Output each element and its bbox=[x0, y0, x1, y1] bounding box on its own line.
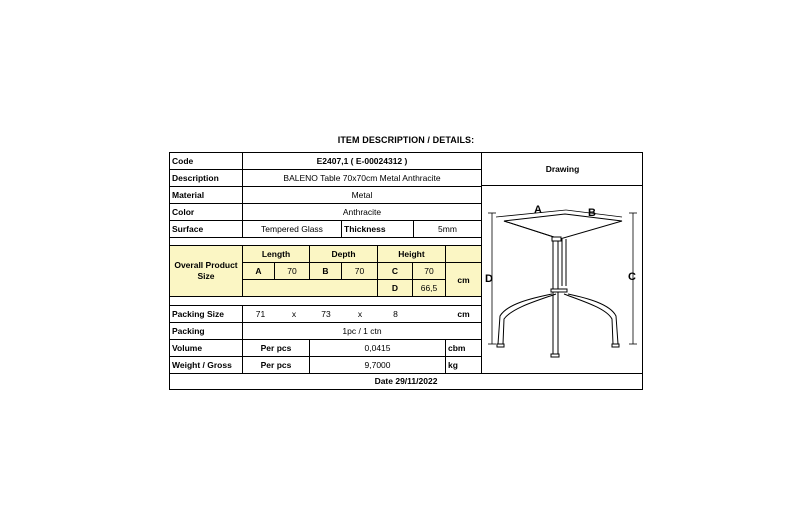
thickness-label: Thickness bbox=[342, 221, 414, 238]
document-title: ITEM DESCRIPTION / DETAILS: bbox=[337, 135, 475, 145]
drawing-label-b: B bbox=[588, 207, 596, 219]
spacer-row-2 bbox=[170, 297, 481, 306]
spec-sheet bbox=[169, 152, 643, 390]
dim-b-label: B bbox=[310, 263, 342, 280]
dim-b-value: 70 bbox=[342, 263, 378, 280]
dim-unit: cm bbox=[446, 263, 481, 297]
dim-c-value: 70 bbox=[413, 263, 446, 280]
description-value: BALENO Table 70x70cm Metal Anthracite bbox=[243, 170, 481, 187]
code-label: Code bbox=[170, 153, 243, 170]
packing-size-v1: 71 bbox=[243, 306, 278, 323]
drawing-panel bbox=[481, 153, 643, 374]
volume-label: Volume bbox=[170, 340, 243, 357]
packing-size-blank bbox=[413, 306, 446, 323]
overall-size-label-line2: Size bbox=[197, 271, 215, 281]
surface-value: Tempered Glass bbox=[243, 221, 342, 238]
packing-size-x2: x bbox=[342, 306, 378, 323]
description-label: Description bbox=[170, 170, 243, 187]
dim-d-label: D bbox=[378, 280, 413, 297]
dim-a-label: A bbox=[243, 263, 275, 280]
volume-per: Per pcs bbox=[243, 340, 310, 357]
weight-per: Per pcs bbox=[243, 357, 310, 374]
dim-d-value: 66,5 bbox=[413, 280, 446, 297]
packing-value: 1pc / 1 ctn bbox=[243, 323, 481, 340]
color-value: Anthracite bbox=[243, 204, 481, 221]
height-header: Height bbox=[378, 246, 446, 263]
packing-size-unit: cm bbox=[446, 306, 481, 323]
packing-size-x1: x bbox=[278, 306, 310, 323]
packing-size-v3: 8 bbox=[378, 306, 413, 323]
dim-a-value: 70 bbox=[275, 263, 310, 280]
table-column bbox=[551, 237, 567, 354]
drawing-header: Drawing bbox=[482, 153, 643, 186]
table-drawing bbox=[482, 186, 643, 373]
material-value: Metal bbox=[243, 187, 481, 204]
unit-header-blank bbox=[446, 246, 481, 263]
weight-value: 9,7000 bbox=[310, 357, 446, 374]
thickness-value: 5mm bbox=[414, 221, 481, 238]
material-label: Material bbox=[170, 187, 243, 204]
packing-label: Packing bbox=[170, 323, 243, 340]
weight-label: Weight / Gross bbox=[170, 357, 243, 374]
drawing-label-d: D bbox=[485, 273, 493, 285]
overall-size-label-line1: Overall Product bbox=[174, 260, 238, 270]
dim-c-label: C bbox=[378, 263, 413, 280]
overall-size-label bbox=[170, 246, 243, 297]
packing-size-v2: 73 bbox=[310, 306, 342, 323]
spacer-row bbox=[170, 238, 481, 246]
table-top bbox=[504, 214, 622, 239]
date-footer: Date 29/11/2022 bbox=[374, 376, 438, 386]
surface-label: Surface bbox=[170, 221, 243, 238]
volume-unit: cbm bbox=[446, 340, 481, 357]
packing-size-label: Packing Size bbox=[170, 306, 243, 323]
volume-value: 0,0415 bbox=[310, 340, 446, 357]
drawing-label-a: A bbox=[534, 204, 542, 216]
drawing-label-c: C bbox=[628, 271, 636, 283]
weight-unit: kg bbox=[446, 357, 481, 374]
code-value: E2407,1 ( E-00024312 ) bbox=[243, 153, 481, 170]
depth-header: Depth bbox=[310, 246, 378, 263]
dim-row2-blank bbox=[243, 280, 378, 297]
length-header: Length bbox=[243, 246, 310, 263]
color-label: Color bbox=[170, 204, 243, 221]
